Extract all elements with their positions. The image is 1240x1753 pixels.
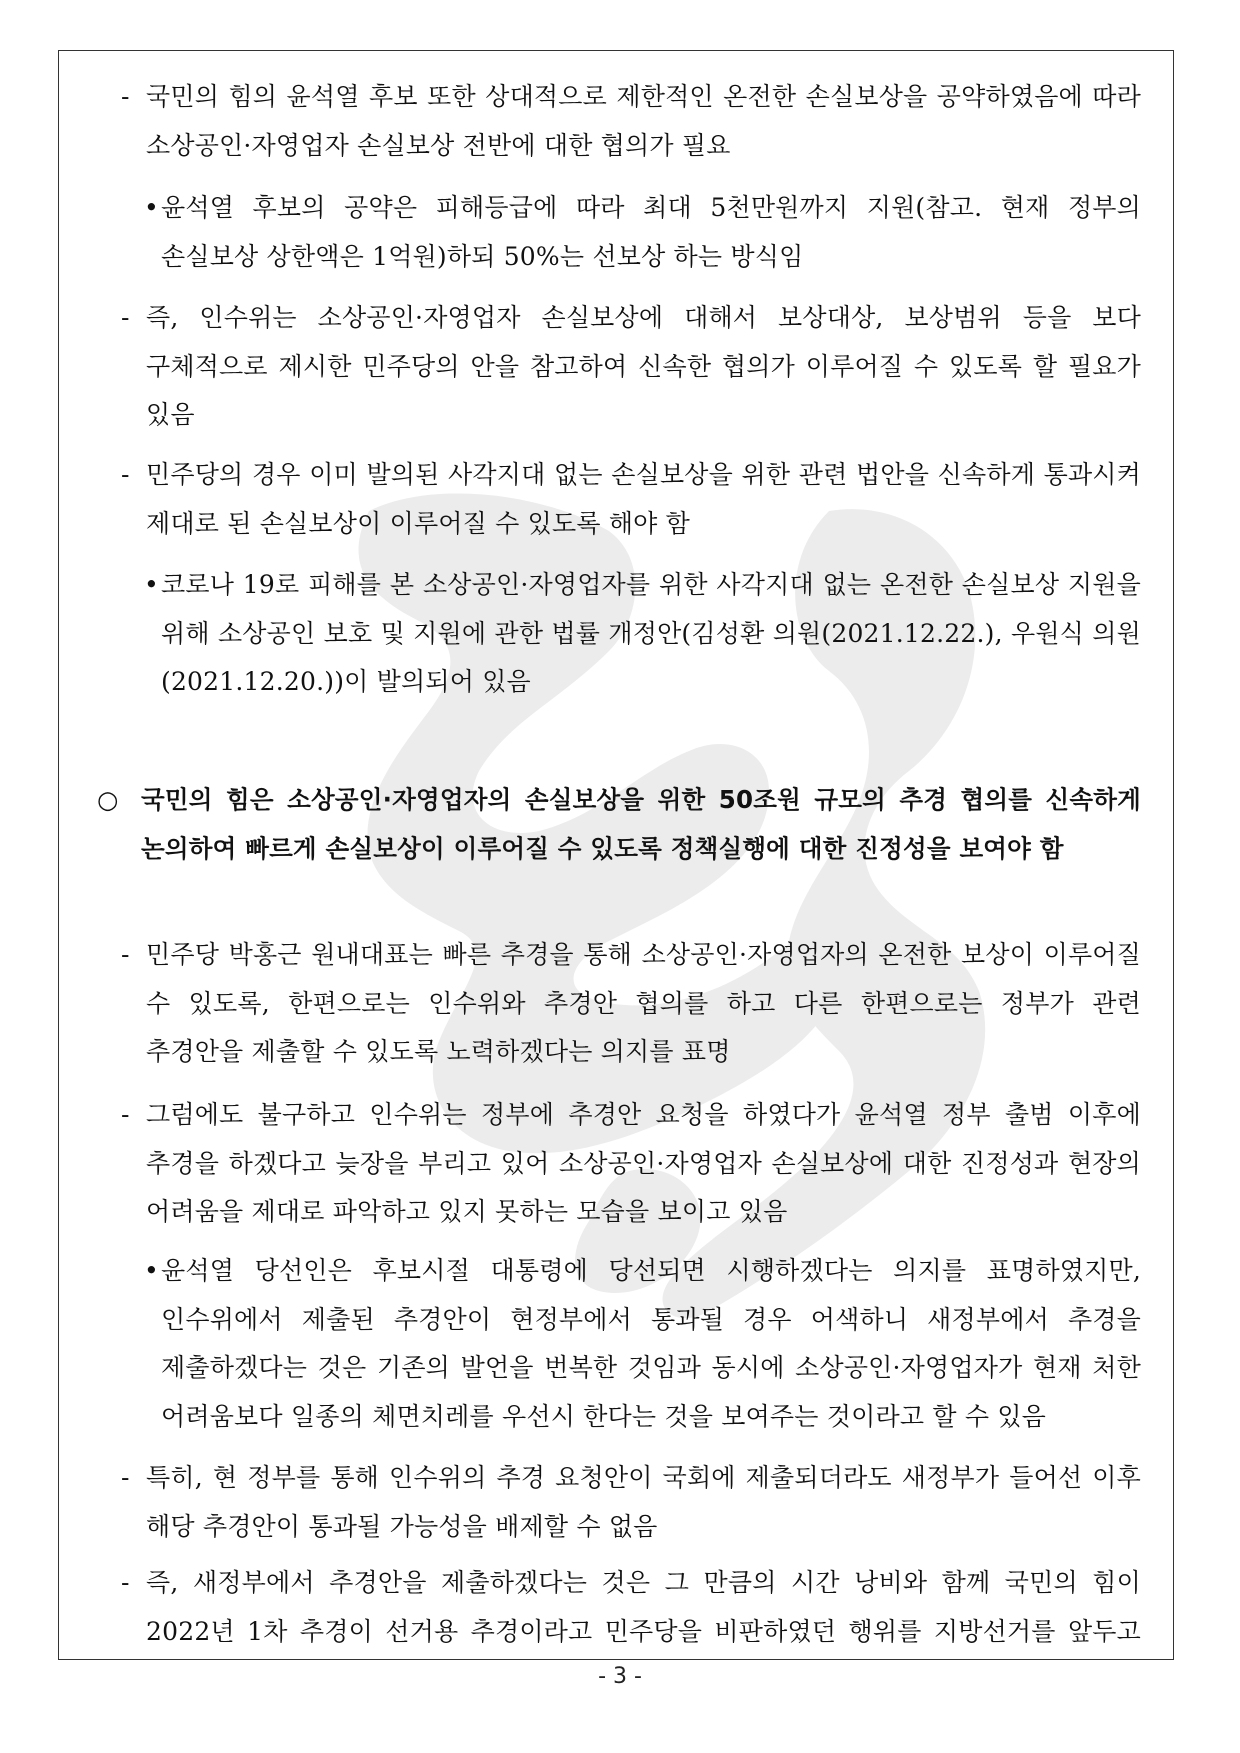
item-text: 민주당의 경우 이미 발의된 사각지대 없는 손실보상을 위한 관련 법안을 신속하게 통과시켜 제대로 된 손실보상이 이루어질 수 있도록 해야 함 — [146, 460, 1141, 538]
item-text: 코로나 19로 피해를 본 소상공인·자영업자를 위한 사각지대 없는 온전한 손실보상 지원을 위해 소상공인 보호 및 지원에 관한 법률 개정안(김성환 의원(2021.12.22.), 우원식 의원(2021.12.20.))이 발의되어 있음 — [161, 570, 1141, 696]
item-text: 국민의 힘은 소상공인·자영업자의 손실보상을 위한 50조원 규모의 추경 협의를 신속하게 논의하여 빠르게 손실보상이 이루어질 수 있도록 정책실행에 대한 진정성을 보여야 함 — [141, 785, 1141, 863]
dash-item-2 — [59, 294, 1173, 440]
bullet-item-1 — [59, 184, 1173, 281]
bullet-item-3 — [59, 1247, 1173, 1441]
dash-marker: - — [121, 460, 130, 489]
bullet-item-2 — [59, 561, 1173, 707]
item-text: 특히, 현 정부를 통해 인수위의 추경 요청안이 국회에 제출되더라도 새정부가 들어선 이후 해당 추경안이 통과될 가능성을 배제할 수 없음 — [146, 1463, 1141, 1541]
dash-marker: - — [121, 1463, 130, 1492]
dash-item-1 — [59, 73, 1173, 170]
item-text: 그럼에도 불구하고 인수위는 정부에 추경안 요청을 하였다가 윤석열 정부 출범 이후에 추경을 하겠다고 늦장을 부리고 있어 소상공인·자영업자 손실보상에 대한 진정성과 현장의 어려움을 제대로 파악하고 있지 못하는 모습을 보이고 있음 — [146, 1100, 1141, 1226]
bullet-marker: • — [144, 570, 159, 599]
item-text: 국민의 힘의 윤석열 후보 또한 상대적으로 제한적인 온전한 손실보상을 공약하였음에 따라 소상공인·자영업자 손실보상 전반에 대한 협의가 필요 — [146, 82, 1141, 160]
dash-item-5 — [59, 1091, 1173, 1237]
dash-marker: - — [121, 82, 130, 111]
page-number: - 3 - — [598, 1664, 642, 1689]
dash-marker: - — [121, 1568, 130, 1597]
circle-marker: ○ — [97, 785, 119, 814]
dash-item-4 — [59, 931, 1173, 1077]
item-text: 윤석열 당선인은 후보시절 대통령에 당선되면 시행하겠다는 의지를 표명하였지만, 인수위에서 제출된 추경안이 현정부에서 통과될 경우 어색하니 새정부에서 추경을 제출하겠다는 것은 기존의 발언을 번복한 것임과 동시에 소상공인·자영업자가 현재 처한 어려움보다 일종의 체면치레를 우선시 한다는 것을 보여주는 것이라고 할 수 있음 — [161, 1256, 1141, 1431]
item-text: 민주당 박홍근 원내대표는 빠른 추경을 통해 소상공인·자영업자의 온전한 보상이 이루어질 수 있도록, 한편으로는 인수위와 추경안 협의를 하고 다른 한편으로는 정부가 관련 추경안을 제출할 수 있도록 노력하겠다는 의지를 표명 — [146, 940, 1141, 1066]
circle-heading — [59, 776, 1173, 873]
dash-item-7 — [59, 1559, 1173, 1660]
page-frame — [58, 50, 1174, 1660]
item-text: 윤석열 후보의 공약은 피해등급에 따라 최대 5천만원까지 지원(참고. 현재 정부의 손실보상 상한액은 1억원)하되 50%는 선보상 하는 방식임 — [161, 193, 1141, 271]
bullet-marker: • — [144, 1256, 159, 1285]
dash-marker: - — [121, 303, 130, 332]
dash-marker: - — [121, 940, 130, 969]
dash-item-3 — [59, 451, 1173, 548]
bullet-marker: • — [144, 193, 159, 222]
dash-marker: - — [121, 1100, 130, 1129]
item-text: 즉, 새정부에서 추경안을 제출하겠다는 것은 그 만큼의 시간 낭비와 함께 국민의 힘이 2022년 1차 추경이 선거용 추경이라고 민주당을 비판하였던 행위를 지방선거를 앞두고 — [146, 1568, 1141, 1646]
item-text: 즉, 인수위는 소상공인·자영업자 손실보상에 대해서 보상대상, 보상범위 등을 보다 구체적으로 제시한 민주당의 안을 참고하여 신속한 협의가 이루어질 수 있도록 할 필요가 있음 — [146, 303, 1141, 429]
dash-item-6 — [59, 1454, 1173, 1551]
